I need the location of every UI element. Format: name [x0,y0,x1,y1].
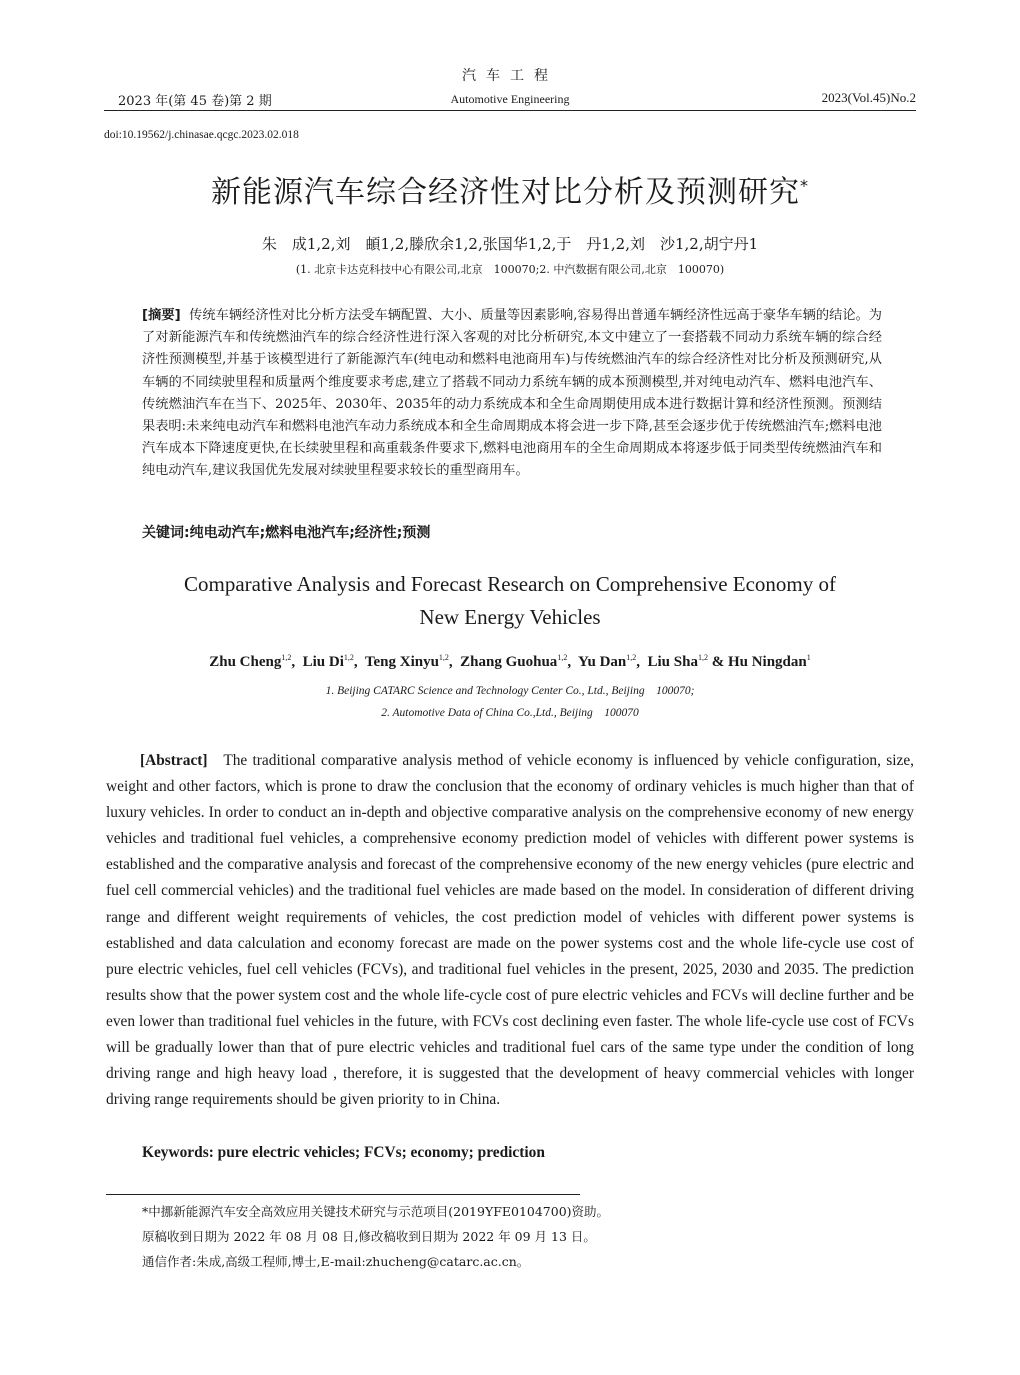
affiliation-en-2: 2. Automotive Data of China Co.,Ltd., Beijing 100070 [381,707,639,719]
author-en-affil-mark: 1 [806,653,811,662]
author-en-affil-mark: 1,2 [626,653,637,662]
header-rule [104,110,916,111]
author-en-separator: , [353,654,365,670]
affiliations-cn: (1. 北京卡达克科技中心有限公司,北京 100070;2. 中汽数据有限公司,北京 100070) [295,263,725,276]
author-en: Zhu Cheng [209,654,282,670]
journal-title-cn: 汽车工程 [462,68,558,84]
authors-cn: 朱 成1,2,刘 頔1,2,滕欣余1,2,张国华1,2,于 丹1,2,刘 沙1,2,胡宁丹1 [261,235,759,253]
abstract-en-text: The traditional comparative analysis method of vehicle economy is influenced by vehicle configuration, size, weight and other factors, which is prone to draw the conclusion that the economy of ordinary vehicles is much higher than that of luxury vehicles. In order to conduct an in-depth and objective comparative analysis on the comprehensive economy of new energy vehicles and traditional fuel vehicles, a comprehensive economy prediction model of vehicles with different power systems is established and the comparative analysis and forecast of the comprehensive economy of the new energy vehicles (pure electric and fuel cell commercial vehicles) and the traditional fuel vehicles are made based on the model. In consideration of different driving range and different weight requirements of vehicles, the cost prediction model of vehicles with different power systems is established and data calculation and economy forecast are made on the power systems cost and the whole life-cycle use cost of pure electric vehicles, fuel cell vehicles (FCVs), and traditional fuel vehicles in the present, 2025, 2030 and 2035. The prediction results show that the power system cost and the whole life-cycle cost of pure electric vehicles and FCVs will decline further and be even lower than traditional fuel vehicles in the future, with FCVs cost declining even faster. The whole life-cycle use cost of FCVs will be gradually lower than that of pure electric vehicles and traditional fuel cars of the same type under the condition of long driving range and high heavy load , therefore, it is suggested that the development of heavy commercial vehicles with longer driving range requirements should be given priority to in China. [106,752,914,1109]
keywords-en: Keywords: pure electric vehicles; FCVs; economy; prediction [142,1144,545,1161]
affiliation-en-1: 1. Beijing CATARC Science and Technology Center Co., Ltd., Beijing 100070; [325,685,695,697]
issue-en: 2023(Vol.45)No.2 [821,90,916,105]
footnote-funding: *中挪新能源汽车安全高效应用关键技术研究与示范项目(2019YFE0104700)资助。 [142,1204,610,1219]
keywords-cn: 关键词:纯电动汽车;燃料电池汽车;经济性;预测 [142,525,431,541]
abstract-cn-label: [摘要] [142,308,181,323]
paper-title-en [0,568,1020,634]
author-en-separator: , [448,654,461,670]
author-en: Zhang Guohua [460,654,558,670]
author-en-separator: & [707,654,728,670]
issue-cn: 2023 年(第 45 卷)第 2 期 [118,94,272,109]
author-en: Teng Xinyu [364,654,439,670]
author-en-affil-mark: 1,2 [697,653,708,662]
author-en: Liu Sha [647,654,698,670]
paper-title-cn-text: 新能源汽车综合经济性对比分析及预测研究 [211,175,800,210]
abstract-cn-text: 传统车辆经济性对比分析方法受车辆配置、大小、质量等因素影响,容易得出普通车辆经济性远高于豪华车辆的结论。为了对新能源汽车和传统燃油汽车的综合经济性进行深入客观的对比分析研究,本文中建立了一套搭载不同动力系统车辆的综合经济性预测模型,并基于该模型进行了新能源汽车(纯电动和燃料电池商用车)与传统燃油汽车的综合经济性对比分析及预测研究,从车辆的不同续驶里程和质量两个维度要求考虑,建立了搭载不同动力系统车辆的成本预测模型,并对纯电动汽车、燃料电池汽车、传统燃油汽车在当下、2025年、2030年、2035年的动力系统成本和全生命周期使用成本进行数据计算和经济性预测。预测结果表明:未来纯电动汽车和燃料电池汽车动力系统成本和全生命周期成本将会进一步下降,甚至会逐步优于传统燃油汽车;燃料电池汽车成本下降速度更快,在长续驶里程和高重载条件要求下,燃料电池商用车的全生命周期成本将逐步低于同类型传统燃油汽车和纯电动汽车,建议我国优先发展对续驶里程要求较长的重型商用车。 [142,308,882,479]
footnote-dates: 原稿收到日期为 2022 年 08 月 08 日,修改稿收到日期为 2022 年 09 月 13 日。 [142,1229,596,1244]
footnote-contact: 通信作者:朱成,高级工程师,博士,E-mail:zhucheng@catarc.ac.cn。 [142,1254,530,1269]
author-en-affil-mark: 1,2 [343,653,354,662]
author-en-separator: , [291,654,303,670]
doi: doi:10.19562/j.chinasae.qcgc.2023.02.018 [104,129,299,141]
paper-title-en-line2: New Energy Vehicles [419,605,601,629]
paper-title-cn [0,167,1020,211]
paper-title-en-line1: Comparative Analysis and Forecast Research on Comprehensive Economy of [183,572,836,596]
journal-title-en: Automotive Engineering [450,92,570,106]
abstract-en-label: [Abstract] [140,752,208,769]
funding-mark: * [800,176,809,195]
author-en: Liu Di [302,654,344,670]
authors-en [0,653,1020,671]
author-en: Hu Ningdan [727,654,807,670]
author-en-affil-mark: 1,2 [438,653,449,662]
author-en-separator: , [567,654,579,670]
footnote-rule [106,1194,580,1195]
author-en-affil-mark: 1,2 [557,653,568,662]
author-en-affil-mark: 1,2 [281,653,292,662]
author-en-separator: , [636,654,648,670]
abstract-en [106,748,914,1113]
abstract-cn [142,305,882,483]
author-en: Yu Dan [578,654,627,670]
